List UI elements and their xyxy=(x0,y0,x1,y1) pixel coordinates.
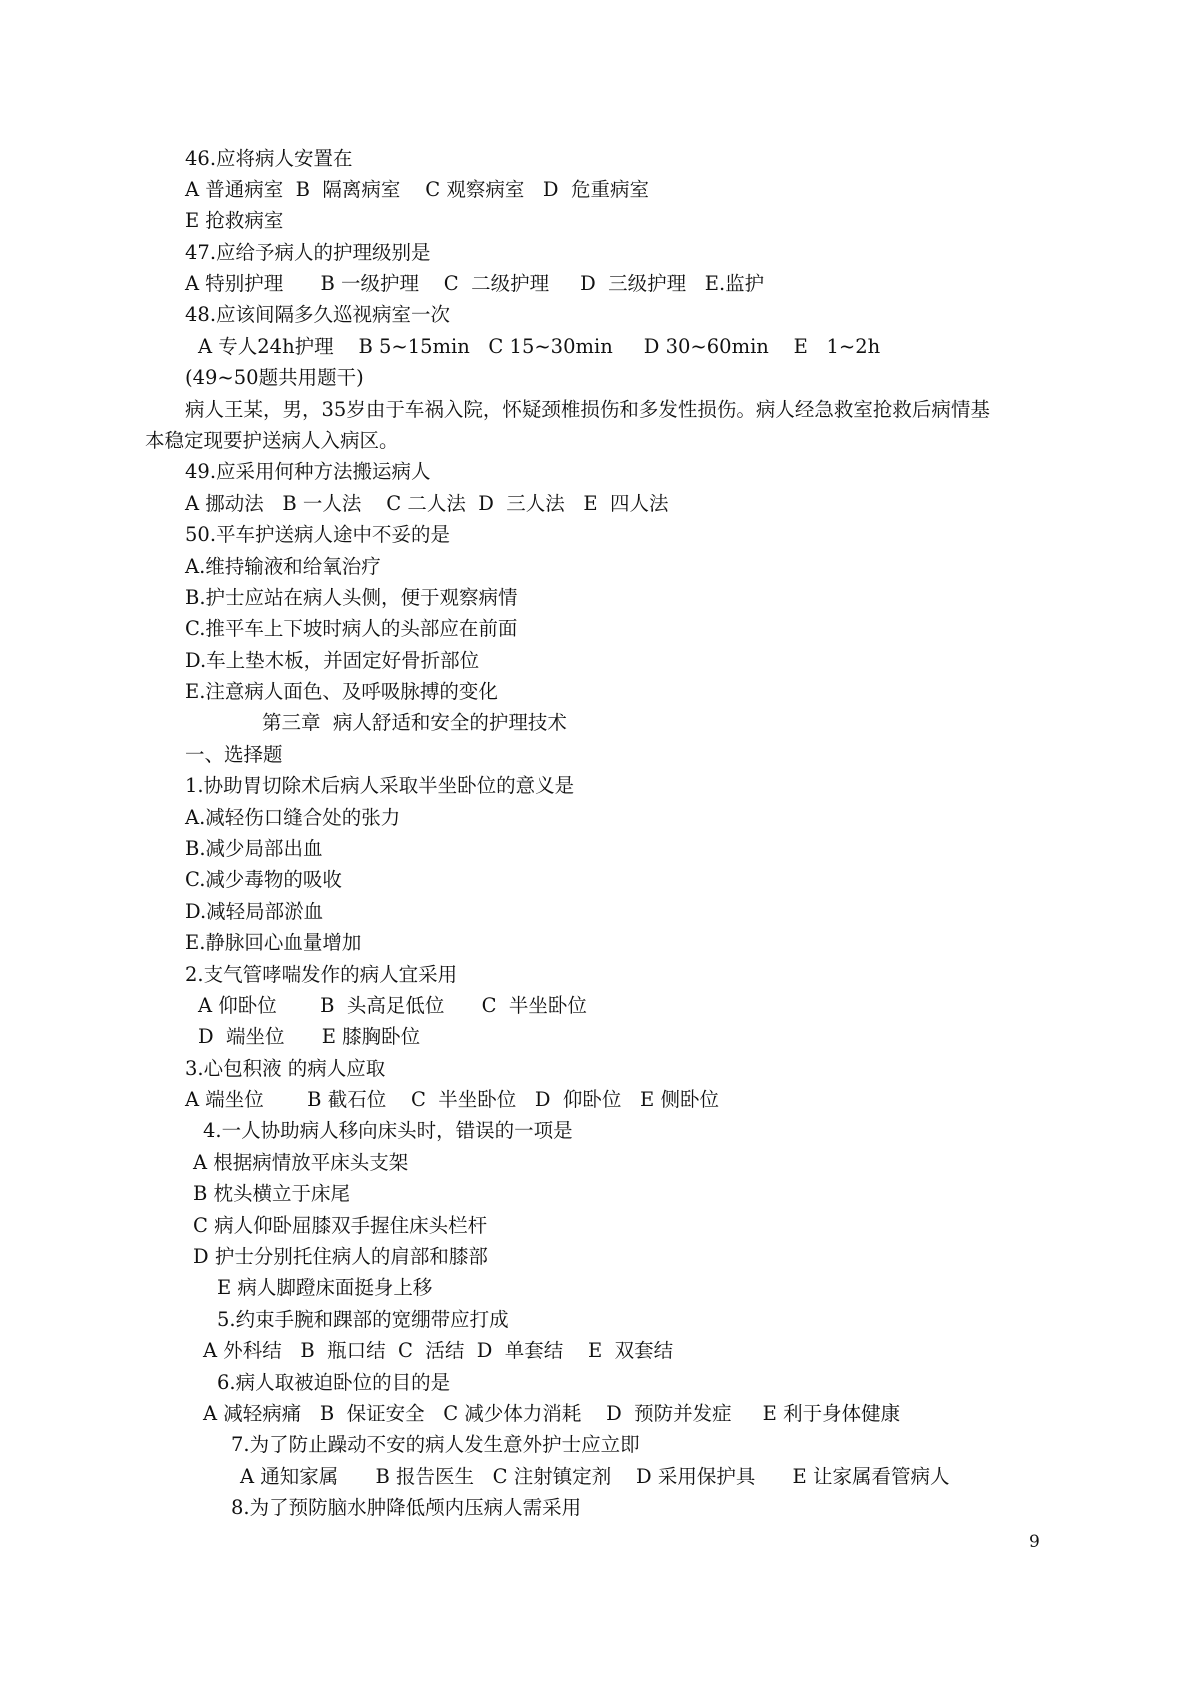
question-2-options-line-1: A 仰卧位 B 头高足低位 C 半坐卧位 xyxy=(198,994,587,1017)
question-4-option-a: A 根据病情放平床头支架 xyxy=(193,1151,409,1174)
question-6: 6.病人取被迫卧位的目的是 xyxy=(217,1371,451,1394)
question-5-options: A 外科结 B 瓶口结 C 活结 D 单套结 E 双套结 xyxy=(203,1339,674,1362)
question-1: 1.协助胃切除术后病人采取半坐卧位的意义是 xyxy=(185,774,575,797)
page-number: 9 xyxy=(1029,1532,1040,1552)
question-4-option-d: D 护士分别托住病人的肩部和膝部 xyxy=(193,1245,488,1268)
question-48: 48.应该间隔多久巡视病室一次 xyxy=(185,303,451,326)
question-1-option-e: E.静脉回心血量增加 xyxy=(185,931,362,954)
question-47-options: A 特别护理 B 一级护理 C 二级护理 D 三级护理 E.监护 xyxy=(185,272,765,295)
question-48-options: A 专人24h护理 B 5~15min C 15~30min D 30~60min E 1~2h xyxy=(198,335,881,358)
question-50-option-e: E.注意病人面色、及呼吸脉搏的变化 xyxy=(185,680,498,703)
question-46-options: A 普通病室 B 隔离病室 C 观察病室 D 危重病室 xyxy=(185,178,649,201)
question-1-option-d: D.减轻局部淤血 xyxy=(185,900,324,923)
question-1-option-b: B.减少局部出血 xyxy=(185,837,323,860)
question-7: 7.为了防止躁动不安的病人发生意外护士应立即 xyxy=(231,1433,640,1456)
question-1-option-c: C.减少毒物的吸收 xyxy=(185,868,342,891)
question-4-option-c: C 病人仰卧屈膝双手握住床头栏杆 xyxy=(193,1214,488,1237)
question-46: 46.应将病人安置在 xyxy=(185,147,353,170)
question-50: 50.平车护送病人途中不妥的是 xyxy=(185,523,451,546)
question-47: 47.应给予病人的护理级别是 xyxy=(185,241,431,264)
question-3-options: A 端坐位 B 截石位 C 半坐卧位 D 仰卧位 E 侧卧位 xyxy=(185,1088,719,1111)
case-text-line-1: 病人王某，男，35岁由于车祸入院，怀疑颈椎损伤和多发性损伤。病人经急救室抢救后病情基 xyxy=(185,398,990,421)
case-text-line-2: 本稳定现要护送病人入病区。 xyxy=(145,429,399,452)
chapter-heading: 第三章 病人舒适和安全的护理技术 xyxy=(262,711,567,734)
question-3: 3.心包积液 的病人应取 xyxy=(185,1057,386,1080)
question-7-options: A 通知家属 B 报告医生 C 注射镇定剂 D 采用保护具 E 让家属看管病人 xyxy=(240,1465,950,1488)
question-49-options: A 挪动法 B 一人法 C 二人法 D 三人法 E 四人法 xyxy=(185,492,669,515)
question-50-option-c: C.推平车上下坡时病人的头部应在前面 xyxy=(185,617,518,640)
question-4-option-e: E 病人脚蹬床面挺身上移 xyxy=(217,1276,433,1299)
question-50-option-d: D.车上垫木板，并固定好骨折部位 xyxy=(185,649,480,672)
question-5: 5.约束手腕和踝部的宽绷带应打成 xyxy=(217,1308,509,1331)
question-46-option-e: E 抢救病室 xyxy=(185,209,284,232)
question-4: 4.一人协助病人移向床头时，错误的一项是 xyxy=(203,1119,573,1142)
question-50-option-b: B.护士应站在病人头侧，便于观察病情 xyxy=(185,586,518,609)
shared-stem-note: (49~50题共用题干) xyxy=(185,366,364,389)
section-heading: 一、选择题 xyxy=(185,743,283,766)
question-49: 49.应采用何种方法搬运病人 xyxy=(185,460,431,483)
question-50-option-a: A.维持输液和给氧治疗 xyxy=(185,555,381,578)
question-6-options: A 减轻病痛 B 保证安全 C 减少体力消耗 D 预防并发症 E 利于身体健康 xyxy=(203,1402,901,1425)
question-1-option-a: A.减轻伤口缝合处的张力 xyxy=(185,806,401,829)
question-8: 8.为了预防脑水肿降低颅内压病人需采用 xyxy=(231,1496,582,1519)
question-2: 2.支气管哮喘发作的病人宜采用 xyxy=(185,963,458,986)
question-4-option-b: B 枕头横立于床尾 xyxy=(193,1182,351,1205)
question-2-options-line-2: D 端坐位 E 膝胸卧位 xyxy=(198,1025,421,1048)
